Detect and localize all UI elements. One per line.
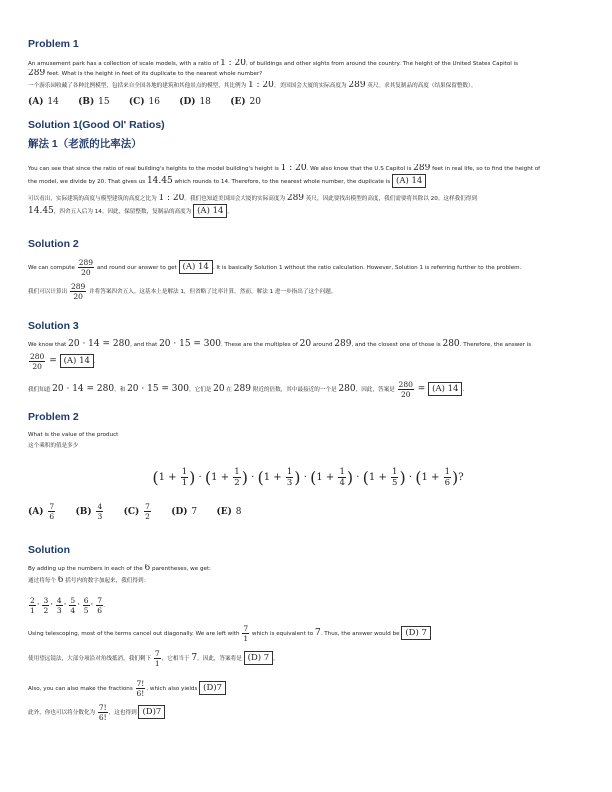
solution-3-text-zh: 我们知道 20 · 14 = 280，和 20 · 15 = 300，它们是 20 在 289 附近的倍数，其中最接近的一个是 280，因此，答案是 $\frac{280}{20}$ = (A) 14 .: [28, 380, 465, 399]
solution-1: [28, 119, 540, 219]
answer-box: (A) 14: [193, 204, 227, 218]
solution-telescoping-en: Using telescoping, most of the terms cancel out diagonally. We are left with $\frac{7}{1}$ which is equivalent to 7. Thus, the answer would be (D) 7: [28, 621, 588, 646]
solution-3-text-en-2: $\frac{280}{20}$ = (A) 14 .: [30, 352, 96, 371]
factor-4: (1 + $\frac{1}{4}$ ): [310, 467, 354, 488]
solution-3-title: Solution 3: [28, 320, 79, 332]
problem-1-text-en-2: 289 feet. What is the height in feet of its duplicate to the nearest whole number?: [28, 69, 263, 78]
fraction: $\frac{280}{20}$: [398, 380, 413, 399]
solution-1-text-en-2: the model, we divide by 20. That gives us 14.45 which rounds to 14. Therefore, to the nearest whole number, the duplicate is (A) 14: [28, 174, 540, 189]
problem-2-title: Problem 2: [28, 411, 79, 423]
problem-1-text-zh: 一个游乐园收藏了各种比例模型，包括来自全国各地的建筑和其他景点的模型，其比例为 1 : 20。美国国会大厦的实际高度为 289 英尺。求其复制品的高度（结果保留整数）。: [28, 81, 477, 90]
answer-box: (D)7: [138, 705, 165, 719]
solution-1-text-zh: 可以看出，实际建筑的高度与模型建筑的高度之比为 1 : 20。我们也知道美国国会大厦的实际高度为 289 英尺，因此要找出模型的高度，我们需要将其除以 20。这样我们得到: [28, 194, 477, 203]
solution-text-en: By adding up the numbers in each of the 6 parentheses, we get:: [28, 564, 212, 573]
answer-box: (D)7: [199, 681, 226, 695]
answer-box: (D) 7: [401, 626, 431, 640]
answer-box: (A) 14: [392, 174, 426, 188]
factor-2: (1 + $\frac{1}{2}$ ): [204, 467, 248, 488]
solution-1-text-zh-2: 14.45，四舍五入后为 14。因此，保留整数，复制品的高度为 (A) 14 。: [28, 206, 234, 216]
solution-2-title: Solution 2: [28, 238, 79, 250]
problem-1-title: Problem 1: [28, 38, 79, 50]
solution-3: [28, 320, 531, 403]
answer-box: (A) 14: [60, 354, 94, 368]
factor-5: (1 + $\frac{1}{5}$ ): [362, 467, 406, 488]
solution-factorial-en: Also, you can also make the fractions $\frac{7!}{6!}$ , which also yields (D)7: [28, 677, 588, 701]
problem-2: [28, 411, 588, 521]
solution-1-text-en: You can see that since the ratio of real building's heights to the model building's height is 1 : 20. We also know that the U.S Capitol is 289 feet in real life, so to find the height of: [28, 164, 541, 173]
problem-1-text-en: An amusement park has a collection of scale models, with a ratio of 1 : 20, of buildings and other sights from around the country. The height of the United States Capitol is: [28, 59, 519, 68]
problem-1-choices: (A) 14 (B) 15 (C) 16 (D) 18 (E) 20: [28, 97, 261, 107]
fraction-sequence: $\frac{2}{1}$ · $\frac{3}{2}$ · $\frac{4}{3}$ · $\frac{5}{4}$ · $\frac{6}{5}$ · $\frac{7}{6}$ .: [30, 596, 106, 615]
solution-2-text-zh: 我们可以计算出 $\frac{289}{20}$ 并将答案四舍五入。这基本上是解法 1，但省略了比率计算。然而，解法 1 进一步指出了这个问题。: [28, 282, 337, 301]
solution-1-title-zh: 解法 1（老派的比率法）: [28, 138, 142, 150]
factor-3: (1 + $\frac{1}{3}$ ): [257, 467, 301, 488]
fraction: $\frac{289}{20}$: [78, 258, 94, 277]
answer-box: (D) 7: [244, 651, 274, 665]
factor-6: (1 + $\frac{1}{6}$ ): [415, 467, 459, 488]
problem-2-solution: [28, 544, 588, 725]
problem-1: [28, 38, 518, 107]
solution-2-text-en: We can compute $\frac{289}{20}$ and round our answer to get (A) 14 . It is basically Solution 1 without the ratio calculation. However, Solution 1 is referring further to the problem.: [28, 258, 522, 277]
fraction: $\frac{289}{20}$: [70, 282, 86, 301]
solution-factorial-zh: 此外，你也可以将分数化为 $\frac{7!}{6!}$ ，这也得到 (D)7: [28, 701, 588, 725]
answer-box: (A) 14: [179, 260, 213, 274]
problem-2-choices: (A) $\frac{7}{6}$ (B) $\frac{4}{3}$ (C) $\frac{7}{2}$ (D) 7 (E) 8: [28, 502, 242, 521]
answer-box: (A) 14: [428, 382, 462, 396]
problem-2-text-zh: 这个乘积的值是多少: [28, 443, 79, 449]
problem-2-text-en: What is the value of the product: [28, 432, 119, 438]
fraction: $\frac{280}{20}$: [30, 352, 45, 371]
solution-2: [28, 238, 521, 304]
solution-telescoping-zh: 使用望远镜法，大部分项沿对角线抵消。我们剩下 $\frac{7}{1}$ ，它相当于 7。因此，答案将是 (D) 7 。: [28, 649, 279, 668]
solution-3-text-en: We know that 20 · 14 = 280, and that 20 · 15 = 300. These are the multiples of 20 around 289, and the closest one of those is 280. Therefore, the answer is: [28, 339, 532, 349]
product-expression: (1 + $\frac{1}{1}$ ) · (1 + $\frac{1}{2}$ ) · (1 + $\frac{1}{3}$ ) · (1 + $\frac{1}{4}$ ) · (1 + $\frac{1}{5}$ ) · (1 + $\frac{1}{6}$ )?: [152, 467, 464, 488]
solution-title: Solution: [28, 544, 70, 556]
solution-1-title-en: Solution 1(Good Ol' Ratios): [28, 119, 165, 131]
factor-1: (1 + $\frac{1}{1}$ ): [152, 467, 196, 488]
solution-text-zh: 通过将每个 6 括号内的数字加起来，我们得到：: [28, 576, 150, 585]
